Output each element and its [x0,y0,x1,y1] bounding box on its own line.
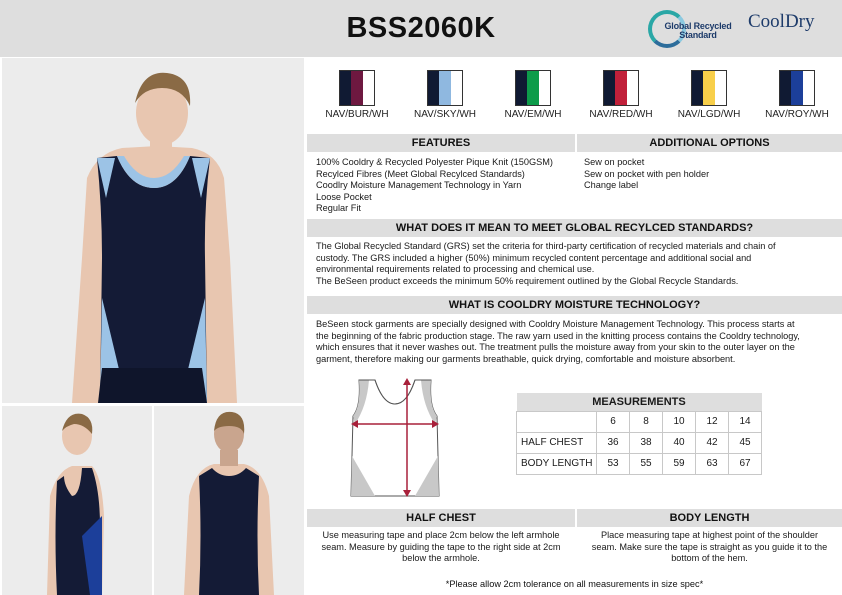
colour-stripe [715,71,726,105]
model-photo-side [2,406,152,595]
half-chest-line: Use measuring tape and place 2cm below the left armhole [322,530,560,540]
colour-swatch[interactable] [427,70,463,106]
option-item: Sew on pocket [584,157,645,167]
table-cell: 53 [597,453,630,474]
table-cell: 36 [597,432,630,453]
additional-options-heading: ADDITIONAL OPTIONS [577,134,842,152]
colour-swatch[interactable] [603,70,639,106]
colour-stripe [692,71,703,105]
cooldry-text [316,319,800,365]
colour-label: NAV/EM/WH [504,109,562,120]
body-length-line: Place measuring tape at highest point of the shoulder [600,530,819,540]
colour-swatch[interactable] [691,70,727,106]
table-row [517,432,762,453]
body-length-line: seam. Make sure the tape is straight as you guide it to the [591,541,828,552]
table-cell: 55 [630,453,663,474]
colour-stripe [703,71,714,105]
model-photo-back [154,406,304,595]
body-length-text [577,530,842,565]
cooldry-heading: WHAT IS COOLDRY MOISTURE TECHNOLOGY? [307,296,842,314]
body-length-line: bottom of the hem. [671,553,748,563]
colour-stripe [428,71,439,105]
half-chest-line: seam. Measure by guiding the tape to the right side at 2cm [321,541,561,552]
grs-text [316,241,776,287]
half-chest-text [307,530,575,565]
grs-line: The BeSeen product exceeds the minimum 50% requirement outlined by the Global Recycle Standards. [316,275,739,286]
product-code: BSS2060K [346,12,496,44]
size-header-blank [517,411,597,432]
body-length-heading: BODY LENGTH [577,509,842,527]
feature-item: Regular Fit [316,203,361,213]
colour-stripe [604,71,615,105]
colour-stripe [527,71,538,105]
feature-item: 100% Cooldry & Recycled Polyester Pique Knit (150GSM) [316,157,553,167]
colour-label: NAV/RED/WH [589,109,653,120]
colour-stripe [780,71,791,105]
model-photo-front [2,58,304,403]
colour-label: NAV/LGD/WH [677,109,741,120]
colour-stripe [439,71,450,105]
table-cell: 42 [696,432,729,453]
measurements-heading: MEASUREMENTS [517,393,762,411]
table-cell: 59 [663,453,696,474]
feature-item: Loose Pocket [316,191,372,202]
grs-heading: WHAT DOES IT MEAN TO MEET GLOBAL RECYLCED STANDARDS? [307,219,842,237]
row-label: BODY LENGTH [517,453,597,474]
grs-logo-text: Global Recycled Standard [664,21,732,40]
singlet-measurement-diagram [345,376,445,498]
colour-stripe [791,71,802,105]
size-header: 6 [597,411,630,432]
colour-stripe [539,71,550,105]
half-chest-line: below the armhole. [402,553,480,563]
colour-label: NAV/SKY/WH [413,109,477,120]
colour-swatch-row [307,58,842,128]
size-header: 10 [663,411,696,432]
features-heading: FEATURES [307,134,575,152]
size-header: 12 [696,411,729,432]
colour-swatch[interactable] [515,70,551,106]
colour-stripe [627,71,638,105]
size-header: 14 [729,411,762,432]
grs-logo [648,9,738,49]
colour-stripe [451,71,462,105]
table-cell: 63 [696,453,729,474]
table-cell: 67 [729,453,762,474]
colour-swatch[interactable] [339,70,375,106]
feature-item: Recylced Fibres (Meet Global Recylced Standards) [316,168,525,179]
grs-line: custody. The GRS included a higher (50%) minimum recycled content percentage and additional social and [316,252,752,263]
row-label: HALF CHEST [517,432,597,453]
table-row [517,453,762,474]
cooldry-line: the beginning of the fabric production stage. The raw yarn used in the knitting process contains the Cooldry technology, [316,330,800,341]
cooldry-line: which ensures that it never washes out. The treatment pulls the moisture away from your skin to the outer layer on the [316,342,795,352]
table-cell: 40 [663,432,696,453]
table-cell: 45 [729,432,762,453]
measurements-table [516,393,762,475]
colour-stripe [615,71,626,105]
cooldry-line: garment, therefore making our garments breathable, quick drying, comfortable and moisture absorbent. [316,353,736,364]
colour-stripe [803,71,814,105]
table-cell: 38 [630,432,663,453]
colour-stripe [516,71,527,105]
features-list [316,157,553,215]
option-item: Sew on pocket with pen holder [584,168,710,179]
cooldry-logo: CoolDry [748,11,815,32]
colour-swatch[interactable] [779,70,815,106]
tolerance-note: *Please allow 2cm tolerance on all measurements in size spec* [445,579,704,589]
colour-stripe [340,71,351,105]
colour-label: NAV/BUR/WH [325,109,389,120]
feature-item: Coodlry Moisture Management Technology in Yarn [316,180,522,190]
cooldry-line: BeSeen stock garments are specially designed with Cooldry Moisture Management Technology. This process starts at [316,319,795,329]
grs-line: environmental requirements related to processing and chemical use. [316,264,595,274]
colour-stripe [363,71,374,105]
colour-stripe [351,71,362,105]
options-list [584,157,709,192]
size-header: 8 [630,411,663,432]
colour-label: NAV/ROY/WH [765,109,829,120]
option-item: Change label [584,180,639,190]
grs-line: The Global Recycled Standard (GRS) set the criteria for third-party certification of recycled materials and chain of [316,241,776,251]
half-chest-heading: HALF CHEST [307,509,575,527]
